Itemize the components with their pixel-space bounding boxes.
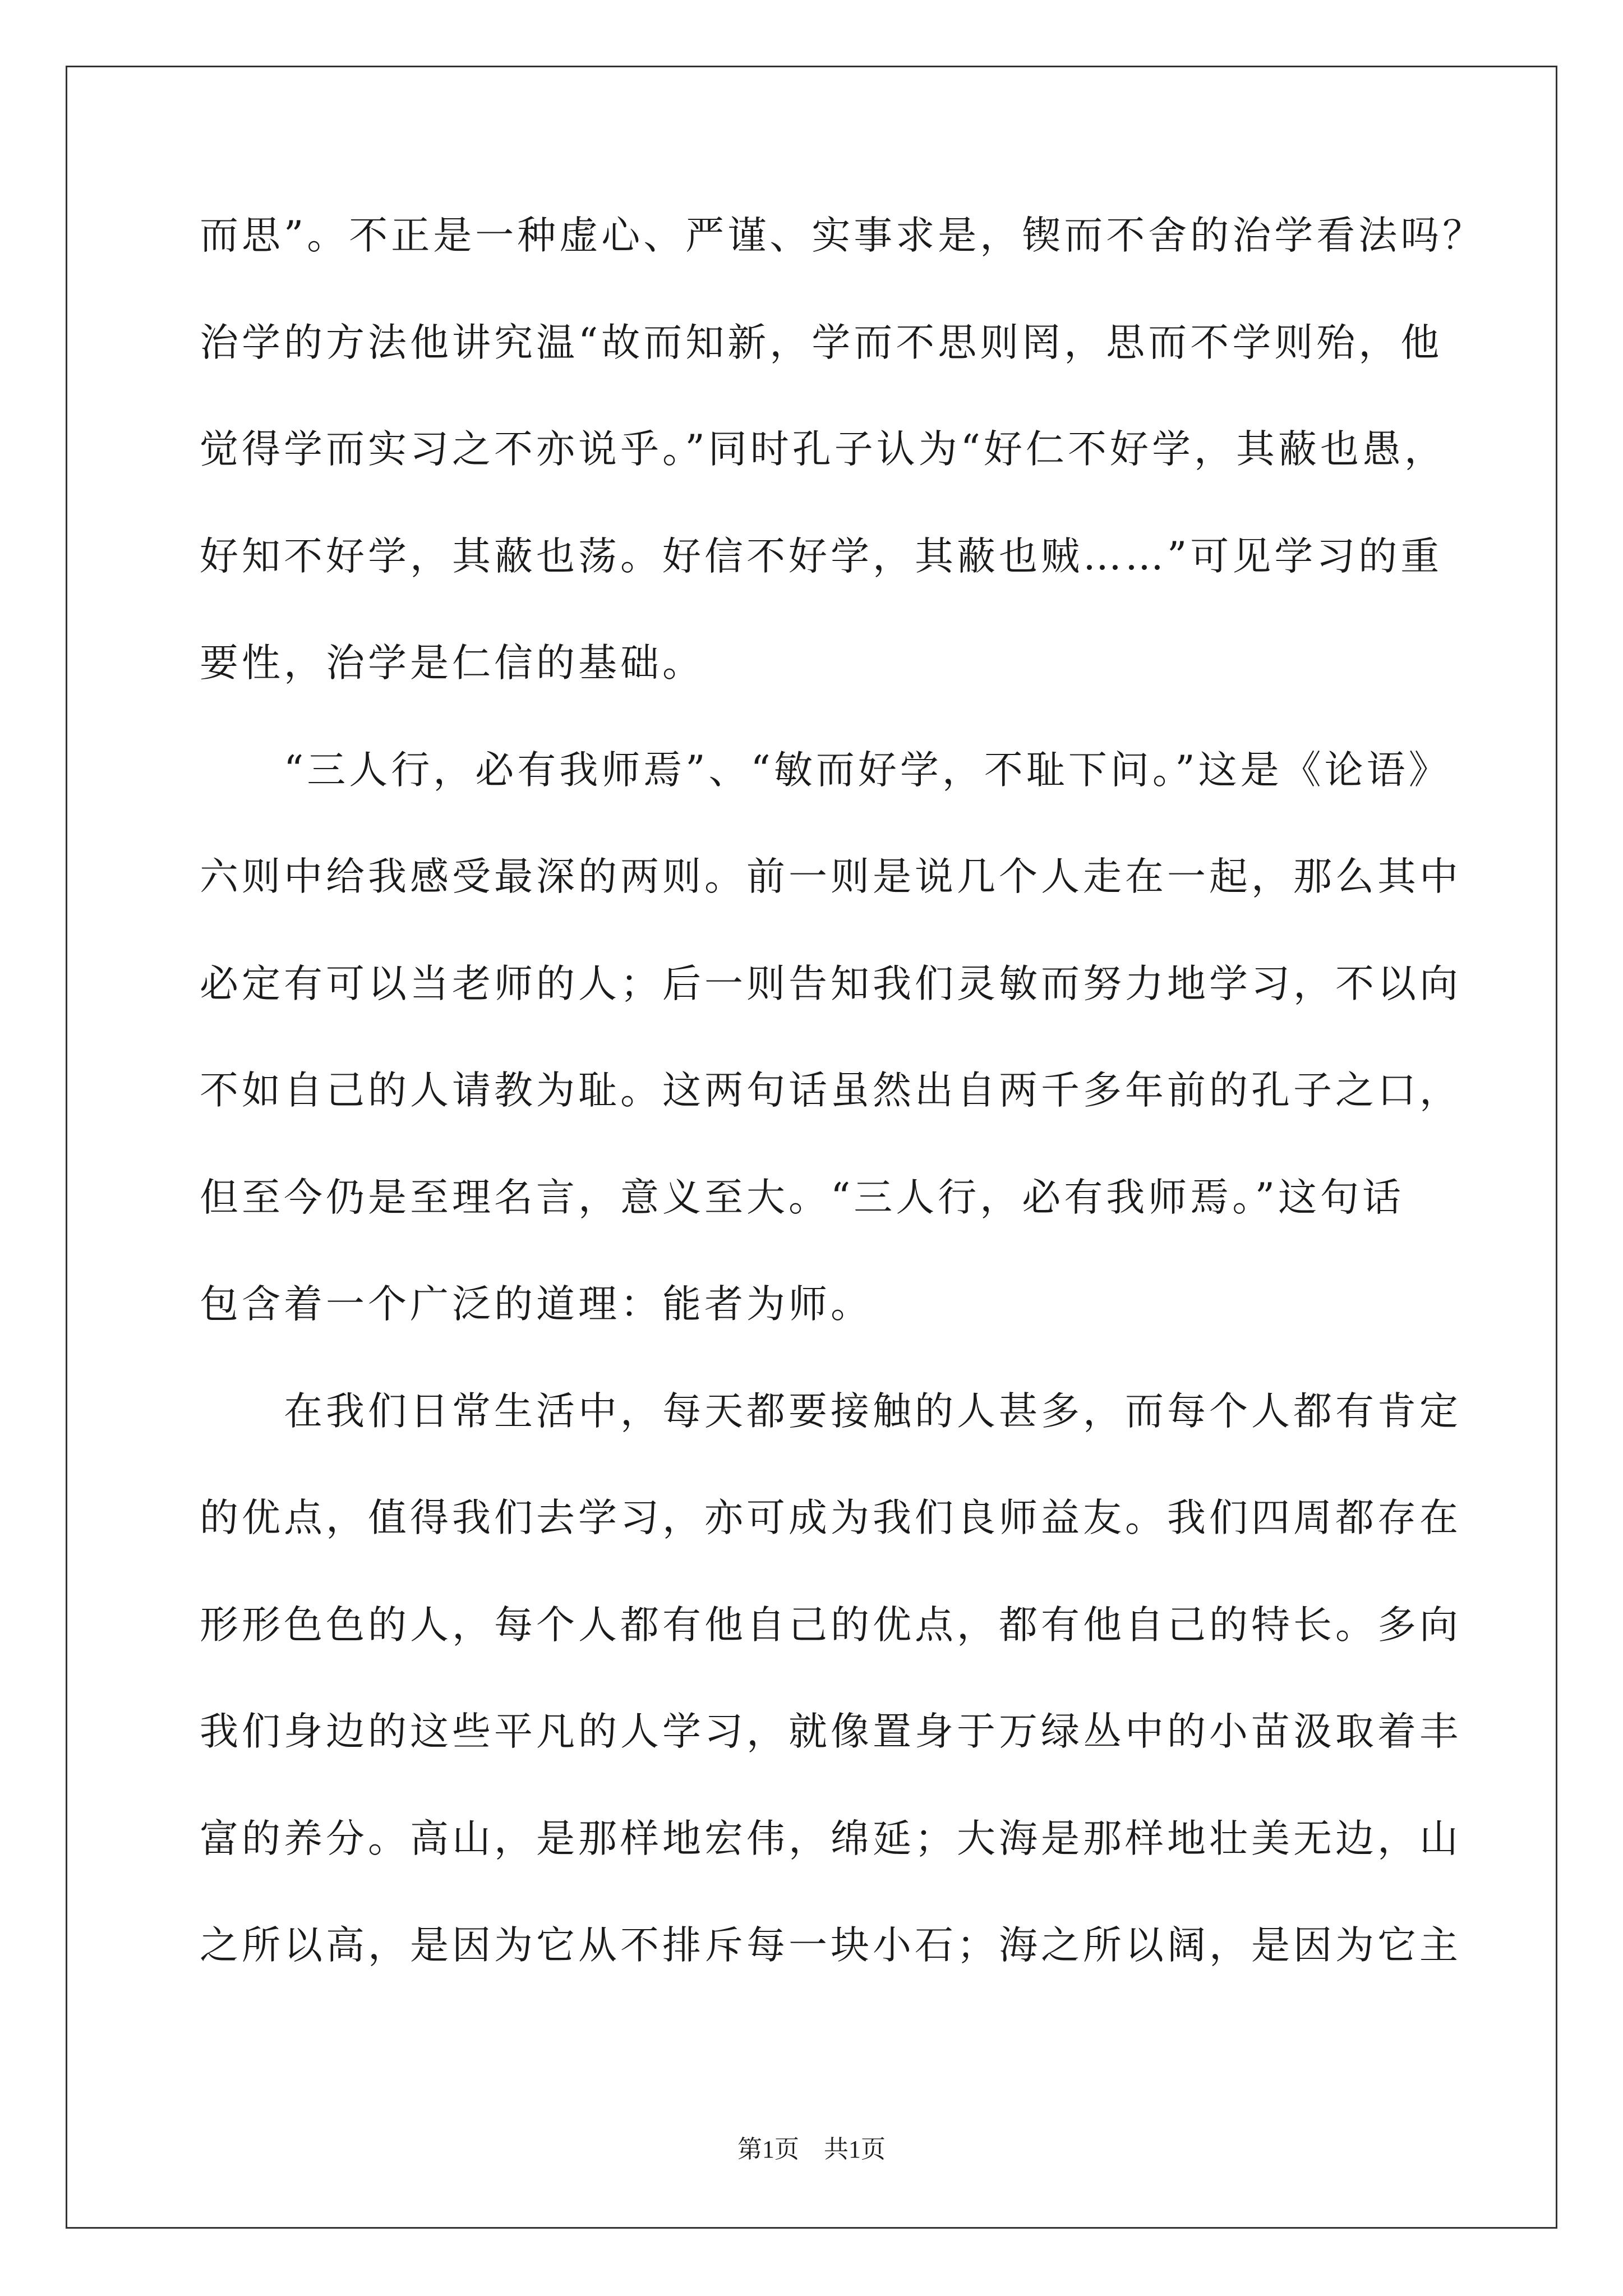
text-line: 富的养分。高山，是那样地宏伟，绵延；大海是那样地壮美无边，山	[200, 1816, 1461, 1861]
text-line: 的优点，值得我们去学习，亦可成为我们良师益友。我们四周都存在	[200, 1496, 1461, 1540]
text-line: 觉得学而实习之不亦说乎。”同时孔子认为“好仁不好学，其蔽也愚，	[200, 427, 1447, 472]
text-line: 要性，治学是仁信的基础。	[200, 641, 704, 685]
text-line: 形形色色的人，每个人都有他自己的优点，都有他自己的特长。多向	[200, 1602, 1461, 1648]
text-line: 但至今仍是至理名言，意义至大。“三人行，必有我师焉。”这句话	[200, 1175, 1405, 1220]
text-line: 我们身边的这些平凡的人学习，就像置身于万绿丛中的小苗汲取着丰	[200, 1709, 1461, 1754]
text-line: 不如自己的人请教为耻。这两句话虽然出自两千多年前的孔子之口，	[200, 1068, 1461, 1113]
text-line: 之所以高，是因为它从不排斥每一块小石；海之所以阔，是因为它主	[200, 1923, 1461, 1968]
page-number-footer: 第1页 共1页	[737, 2136, 886, 2163]
text-line: 六则中给我感受最深的两则。前一则是说几个人走在一起，那么其中	[200, 854, 1461, 899]
text-line: 在我们日常生活中，每天都要接触的人甚多，而每个人都有肯定	[200, 1388, 1461, 1434]
text-line: “三人行，必有我师焉”、“敏而好学，不耻下问。”这是《论语》	[200, 747, 1451, 793]
text-line: 好知不好学，其蔽也荡。好信不好学，其蔽也贼……”可见学习的重	[200, 533, 1443, 579]
text-line: 治学的方法他讲究温“故而知新，学而不思则罔，思而不学则殆，他	[200, 320, 1443, 365]
document-body	[200, 208, 1485, 2024]
text-line: 包含着一个广泛的道理：能者为师。	[200, 1282, 873, 1327]
text-line: 而思”。不正是一种虚心、严谨、实事求是，锲而不舍的治学看法吗？	[200, 213, 1485, 258]
text-line: 必定有可以当老师的人；后一则告知我们灵敏而努力地学习，不以向	[200, 961, 1461, 1006]
